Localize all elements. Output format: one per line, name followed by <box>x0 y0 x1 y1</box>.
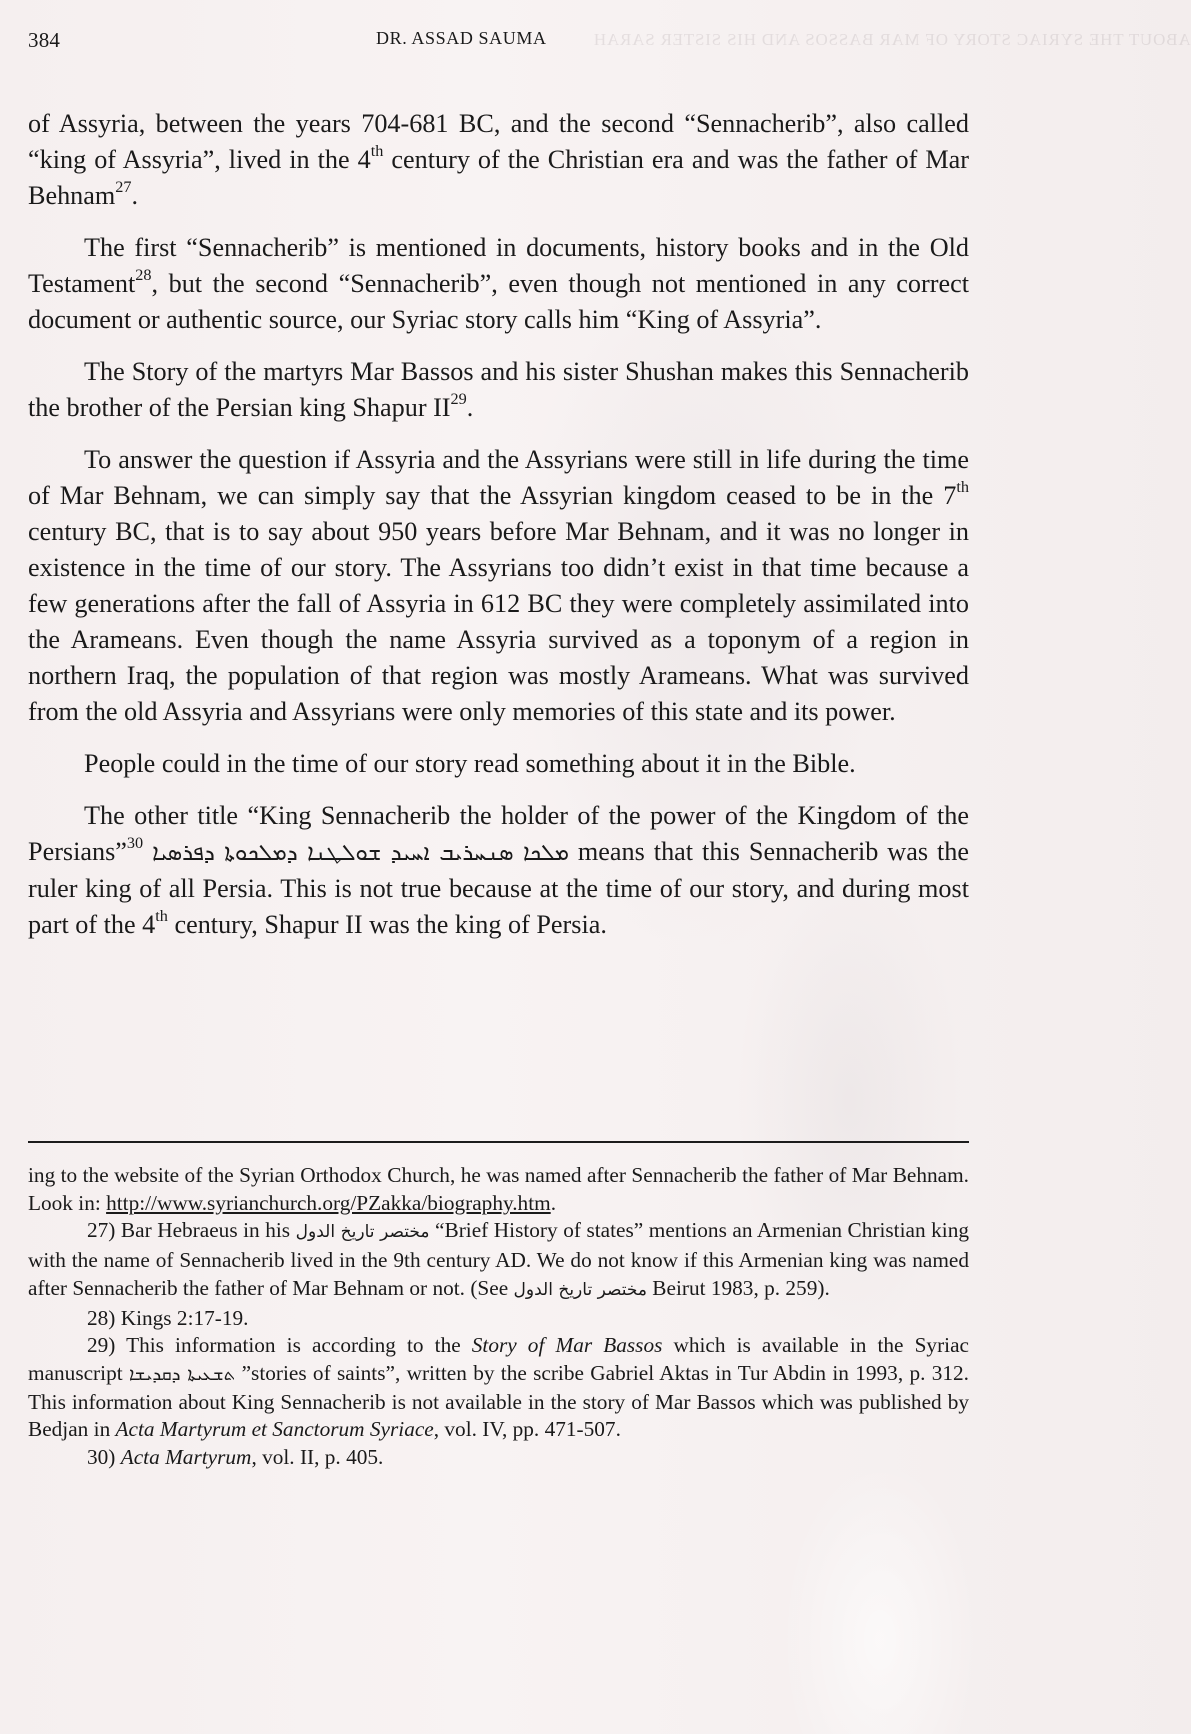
text-run: To answer the question if Assyria and the Assyrians were still in life during the time of Mar Behnam, we can simply say that the Assyrian kingdom ceased to be in the 7 <box>28 445 969 510</box>
text-run: The other title “King Sennacherib the holder of the power of the Kingdom of the Persians” <box>28 801 969 866</box>
syriac-title: ܬܫܥܝܬܐ ܕܩܕܝܫܐ <box>128 1363 236 1385</box>
arabic-title: مختصر تاريخ الدول <box>295 1222 430 1243</box>
show-through-text: ABOUT THE SYRIAC STORY OF MAR BASSOS AND HIS SISTER SARAH <box>593 30 1191 49</box>
text-run: . <box>550 1190 557 1215</box>
text-run: 29) This information is according to the <box>87 1333 472 1358</box>
footnote-continuation <box>28 1162 969 1217</box>
footnote-separator <box>28 1141 969 1143</box>
text-run: People could in the time of our story read something about it in the Bible. <box>84 749 856 778</box>
syrian-church-link[interactable]: http://www.syrianchurch.org/PZakka/biography.htm <box>106 1190 551 1215</box>
text-run: century BC, that is to say about 950 years before Mar Behnam, and it was no longer in existence in the time of our story. The Assyrians too didn’t exist in that time because a few generations after the fall of Assyria in 612 BC they were completely assimilated into the Arameans. Even though the name Assyria survived as a toponym of a region in northern Iraq, the population of that region was mostly Arameans. What was survived from the old Assyria and Assyrians were only memories of this state and its power. <box>28 517 969 726</box>
paragraph <box>28 106 969 214</box>
footnote-ref-30[interactable]: 30 <box>126 833 144 852</box>
footnote-ref-29[interactable]: 29 <box>450 389 467 408</box>
text-run: century of the Christian era and was the father of Mar Behnam <box>28 145 969 210</box>
text-run: of Assyria, between the years 704-681 BC, and the second “Sennacherib”, also called “king of Assyria”, lived in the 4 <box>28 109 969 174</box>
text-run: which is available in the Syriac manuscript <box>28 1333 969 1385</box>
main-text <box>28 106 969 959</box>
paragraph <box>28 798 969 943</box>
text-run: Beirut 1983, p. 259). <box>646 1275 830 1300</box>
text-run: , vol. II, p. 405. <box>251 1445 384 1470</box>
ordinal-suffix: th <box>370 141 384 160</box>
text-run: The Story of the martyrs Mar Bassos and his sister Shushan makes this Sennacherib the brother of the Persian king Shapur II <box>28 357 969 422</box>
paragraph <box>28 230 969 338</box>
italic-title: Story of Mar Bassos <box>471 1333 663 1358</box>
text-run: The first “Sennacherib” is mentioned in documents, history books and in the Old Testament <box>28 233 969 298</box>
footnote-29 <box>28 1332 969 1444</box>
footnotes <box>28 1162 969 1472</box>
footnote-30 <box>28 1444 969 1472</box>
text-run: . <box>466 393 474 422</box>
text-run: “Brief History of states” mentions an Armenian Christian king with the name of Sennacherib lived in the 9th century AD. We do not know if this Armenian king was named after Sennacherib the father of Mar Behnam or not. (See <box>28 1218 969 1300</box>
text-run: , vol. IV, pp. 471-507. <box>433 1417 621 1442</box>
footnote-28 <box>28 1305 969 1333</box>
paragraph <box>28 442 969 730</box>
ordinal-suffix: th <box>155 906 168 925</box>
footnote-27 <box>28 1217 969 1304</box>
text-run: ”stories of saints”, written by the scribe Gabriel Aktas in Tur Abdin in 1993, p. 312. This information about King Sennacherib is not available in the story of Mar Bassos which was published by Bedjan in <box>28 1360 969 1442</box>
running-head <box>28 28 1191 58</box>
text-run: 30) <box>87 1445 121 1470</box>
running-title: DR. ASSAD SAUMA <box>376 28 547 48</box>
arabic-title: مختصر تاريخ الدول <box>513 1279 647 1300</box>
text-run: century, Shapur II was the king of Persia. <box>167 910 607 939</box>
italic-title: Acta Martyrum et Sanctorum Syriace <box>115 1417 434 1442</box>
text-run: , but the second “Sennacherib”, even though not mentioned in any correct document or authentic source, our Syriac story calls him “King of Assyria”. <box>28 269 969 334</box>
paragraph <box>28 354 969 426</box>
text-run: ing to the website of the Syrian Orthodox Church, he was named after Sennacherib the father of Mar Behnam. Look in: <box>28 1163 969 1215</box>
ordinal-suffix: th <box>956 477 969 496</box>
footnote-ref-27[interactable]: 27 <box>115 177 132 196</box>
text-run: . <box>131 181 139 210</box>
text-run: 28) Kings 2:17-19. <box>87 1305 249 1330</box>
text-run: means that this Sennacherib was the ruler king of all Persia. This is not true because at the time of our story, and during most part of the 4 <box>28 837 970 939</box>
syriac-quotation: ܡܠܟܐ ܣܢܚܪܝܒ ܐܚܝܕ ܫܘܠܛܢܐ ܕܡܠܟܘܬܐ ܕܦܪܣܝܐ <box>152 840 569 866</box>
page-number: 384 <box>28 28 61 52</box>
text-run: 27) Bar Hebraeus in his <box>87 1218 296 1243</box>
italic-title: Acta Martyrum <box>120 1445 252 1470</box>
paragraph <box>28 746 969 782</box>
footnote-ref-28[interactable]: 28 <box>135 265 152 284</box>
